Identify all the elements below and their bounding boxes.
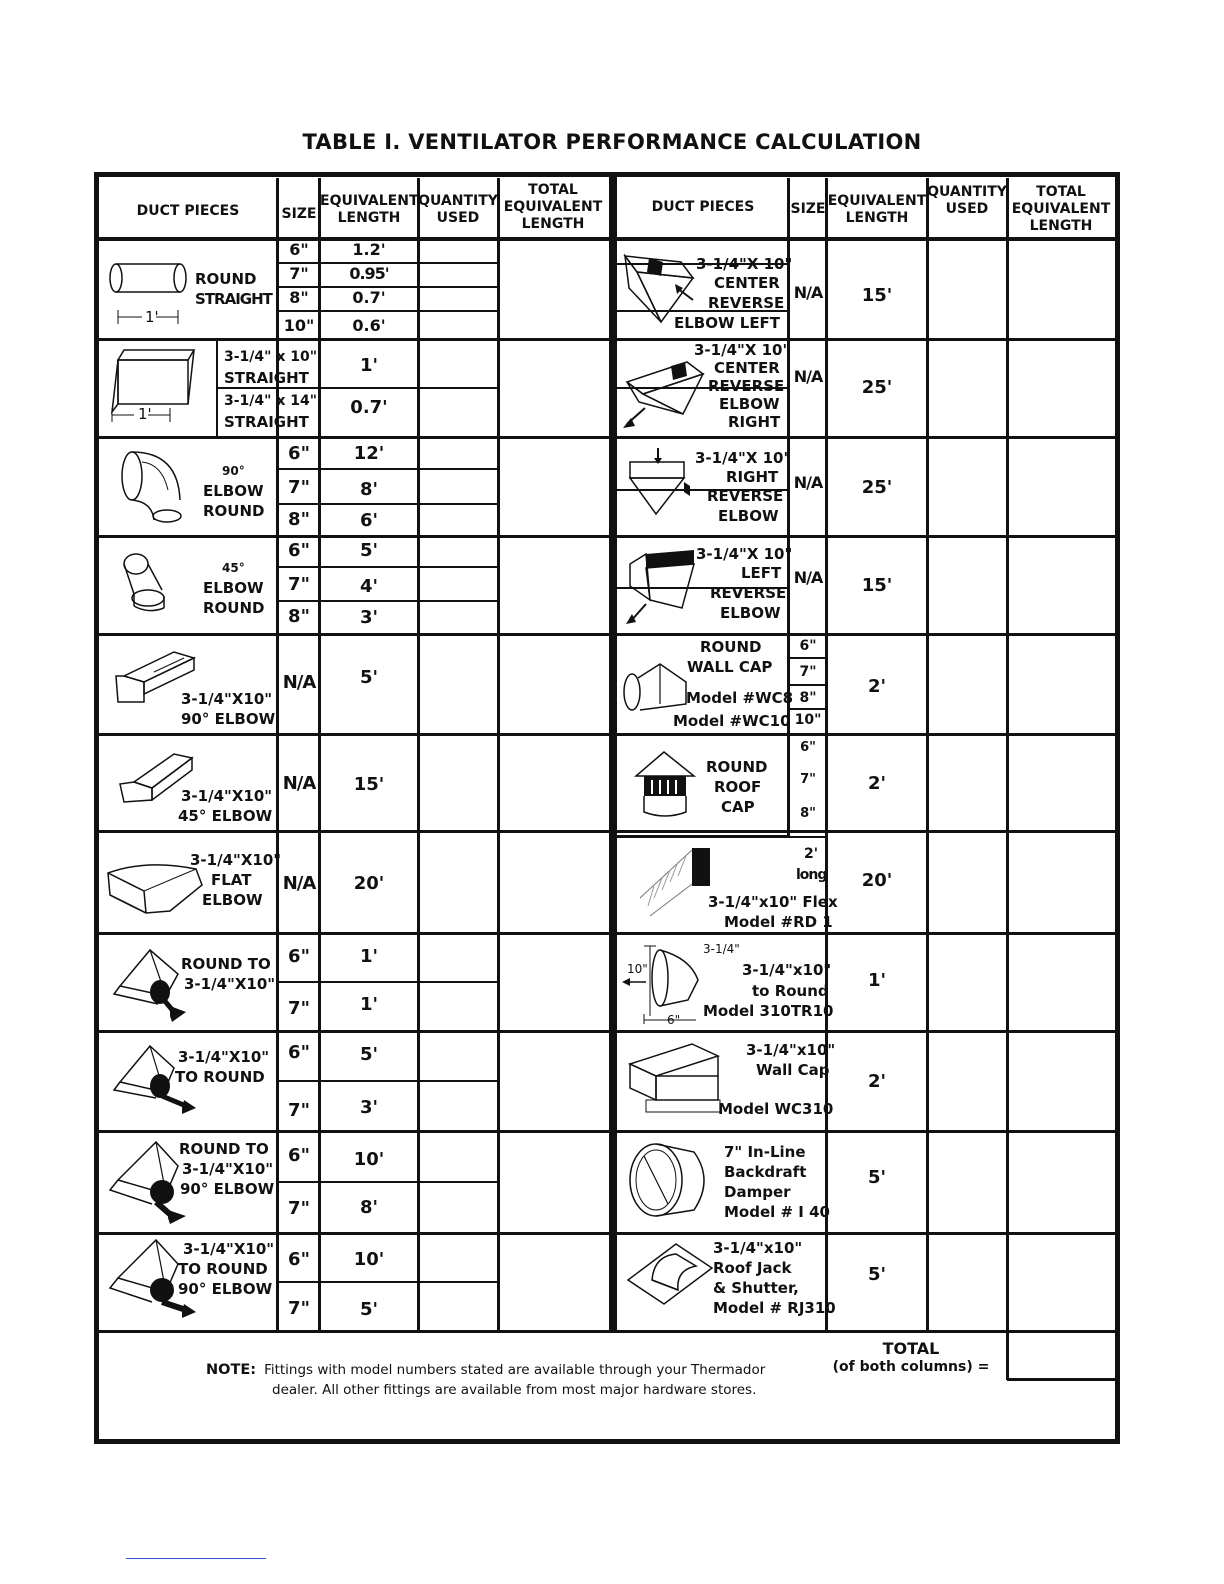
roof-jack-label-4: Model # RJ310 (713, 1299, 836, 1317)
size-cell: 6" (288, 1042, 310, 1063)
center-right-label-2: CENTER (714, 359, 780, 377)
size-cell: 6" (288, 946, 310, 967)
header-total-right: TOTAL EQUIVALENT LENGTH (1011, 184, 1111, 234)
length-cell: 8' (359, 479, 379, 500)
right-reverse-elbow-icon (628, 448, 692, 528)
length-cell: 5' (867, 1167, 887, 1188)
header-size-right: SIZE (790, 201, 826, 217)
size-cell: 8" (288, 509, 310, 530)
damper-label-3: Damper (724, 1183, 791, 1201)
table-rule (278, 566, 498, 568)
table-rule (99, 1030, 1115, 1033)
rect-straight-dim: 1' (138, 405, 152, 423)
round-roof-cap-icon (634, 750, 696, 822)
round-to-rect-icon (110, 946, 190, 1022)
wall-cap-rect-label-2: Wall Cap (756, 1061, 830, 1079)
table-rule (789, 684, 827, 686)
table-rule (278, 1181, 498, 1183)
size-cell: 7" (288, 574, 310, 595)
rect-straight-b2: STRAIGHT (224, 413, 309, 431)
left-rev-label-1: 3-1/4"X 10" (696, 545, 793, 563)
header-duct-pieces-right: DUCT PIECES (651, 199, 755, 215)
table-rule (278, 1080, 498, 1082)
table-rule (99, 436, 1115, 439)
center-reverse-elbow-right-icon (623, 352, 709, 430)
flat-label-2: FLAT (211, 871, 252, 889)
length-cell: 20' (861, 870, 893, 891)
length-cell: 3' (359, 607, 379, 628)
rect-to-round90-label-3: 90° ELBOW (178, 1280, 273, 1298)
note-line-2: dealer. All other fittings are available from most major hardware stores. (272, 1382, 757, 1398)
round-straight-label-2: STRAIGHT (195, 290, 272, 308)
page-title: TABLE I. VENTILATOR PERFORMANCE CALCULATION (302, 130, 922, 154)
wall-cap-rect-label-1: 3-1/4"x10" (746, 1041, 836, 1059)
round-wall-cap-icon (620, 660, 690, 716)
right-rev-label-4: ELBOW (718, 507, 779, 525)
size-cell: 8" (288, 606, 310, 627)
flat-label-1: 3-1/4"X10" (190, 851, 282, 869)
size-cell: N/A (793, 473, 823, 492)
round-straight-dim: 1' (145, 308, 159, 326)
flex-label-3: 3-1/4"x10" Flex (708, 893, 838, 911)
round-to-rect-label-1: ROUND TO (181, 955, 271, 973)
size-cell: N/A (793, 568, 823, 587)
size-cell: N/A (793, 283, 823, 302)
table-rule (278, 981, 498, 983)
roof-cap-label-1: ROUND (706, 758, 768, 776)
table-rule (278, 600, 498, 602)
grand-total-box-bottom (1007, 1378, 1115, 1381)
size-cell: 6" (288, 1249, 310, 1270)
transition-dim-3: 6" (667, 1013, 681, 1027)
size-cell: N/A (282, 773, 316, 794)
rect90-label-2: 90° ELBOW (181, 710, 276, 728)
flex-label-4: Model #RD 1 (724, 913, 833, 931)
header-quantity-left: QUANTITY USED (418, 193, 498, 226)
size-cell: 7" (288, 477, 310, 498)
elbow90-label-1: 90° (222, 464, 245, 478)
length-cell: 5' (359, 1299, 379, 1320)
length-cell: 1' (359, 994, 379, 1015)
rect-straight-b1: 3-1/4" x 14" (224, 393, 317, 409)
table-rule (278, 503, 498, 505)
size-cell: N/A (793, 367, 823, 386)
table-rule (278, 1281, 498, 1283)
center-left-label-4: ELBOW LEFT (674, 314, 781, 332)
length-cell: 25' (861, 477, 893, 498)
length-cell: 2' (867, 1071, 887, 1092)
length-cell: 5' (359, 540, 379, 561)
length-cell: 3' (359, 1097, 379, 1118)
roof-jack-icon (626, 1240, 716, 1310)
table-rule (99, 1130, 1115, 1133)
size-cell: 6" (288, 540, 310, 561)
round-to-rect90-label-1: ROUND TO (179, 1140, 269, 1158)
damper-label-4: Model # I 40 (724, 1203, 830, 1221)
note-line-1: Fittings with model numbers stated are available through your Thermador (264, 1362, 766, 1378)
table-rule (278, 468, 498, 470)
length-cell: 2' (867, 676, 887, 697)
table-rule (99, 338, 1115, 341)
size-cell: 10" (794, 712, 822, 728)
table-rule (99, 535, 1115, 538)
left-rev-label-2: LEFT (741, 564, 782, 582)
rect45-label-2: 45° ELBOW (178, 807, 273, 825)
elbow45-label-2: ELBOW (203, 579, 264, 597)
left-rev-label-4: ELBOW (720, 604, 781, 622)
flex-label-1: 2' (804, 846, 819, 862)
length-cell: 12' (353, 443, 385, 464)
left-reverse-elbow-icon (626, 546, 698, 624)
rect-straight-duct-icon (112, 350, 202, 430)
footer-rule (126, 1558, 266, 1559)
flat-label-3: ELBOW (202, 891, 263, 909)
transition-label-2: to Round (752, 982, 829, 1000)
round-to-rect-90-elbow-icon (106, 1140, 190, 1224)
round-to-rect90-label-3: 90° ELBOW (180, 1180, 275, 1198)
round-to-rect-label-2: 3-1/4"X10" (184, 975, 276, 993)
length-cell: 5' (359, 667, 379, 688)
round-to-rect90-label-2: 3-1/4"X10" (182, 1160, 274, 1178)
rect-straight-a2: STRAIGHT (224, 369, 309, 387)
size-cell: 7" (799, 664, 817, 680)
size-cell: 7" (288, 998, 310, 1019)
rect-to-round90-label-2: TO ROUND (178, 1260, 268, 1278)
length-cell: 1.2' (352, 240, 386, 259)
table-rule (617, 835, 789, 838)
rect-wall-cap-icon (628, 1040, 724, 1114)
size-cell: 6" (289, 240, 309, 259)
length-cell: 0.7' (352, 288, 386, 307)
size-cell: 8" (799, 690, 817, 706)
table-rule (926, 178, 929, 1332)
note-label: NOTE: (206, 1362, 257, 1378)
length-cell: 15' (861, 285, 893, 306)
size-cell: 7" (800, 772, 816, 787)
elbow45-label-3: ROUND (203, 599, 265, 617)
length-cell: 5' (867, 1264, 887, 1285)
header-quantity-right: QUANTITY USED (927, 184, 1007, 217)
table-rule (99, 830, 1115, 833)
table-rule (99, 1232, 1115, 1235)
length-cell: 8' (359, 1197, 379, 1218)
table-rule (99, 633, 1115, 636)
right-rev-label-3: REVERSE (707, 487, 784, 505)
header-size-left: SIZE (281, 206, 317, 222)
rect-to-round-label-2: TO ROUND (175, 1068, 265, 1086)
round-straight-label-1: ROUND (195, 270, 257, 288)
damper-label-1: 7" In-Line (724, 1143, 806, 1161)
table-rule (825, 178, 828, 1332)
damper-label-2: Backdraft (724, 1163, 807, 1181)
center-left-label-3: REVERSE (708, 294, 785, 312)
size-cell: 7" (288, 1298, 310, 1319)
elbow90-label-2: ELBOW (203, 482, 264, 500)
elbow90-label-3: ROUND (203, 502, 265, 520)
transition-dim-2: 10" (627, 962, 648, 976)
table-rule (787, 178, 790, 836)
column-divider (609, 172, 617, 1332)
table-rule (99, 733, 1115, 736)
transition-label-1: 3-1/4"x10" (742, 961, 832, 979)
length-cell: 1' (359, 946, 379, 967)
center-right-label-3: REVERSE (708, 377, 785, 395)
wall-cap-label-1: ROUND (700, 638, 762, 656)
right-rev-label-1: 3-1/4"X 10" (695, 449, 792, 467)
transition-dim-1: 3-1/4" (703, 942, 740, 956)
table-rule (789, 708, 827, 710)
size-cell: 7" (288, 1100, 310, 1121)
size-cell: 6" (288, 443, 310, 464)
header-eq-length-right: EQUIVALENT LENGTH (827, 193, 927, 226)
length-cell: 6' (359, 510, 379, 531)
rect-to-round-label-1: 3-1/4"X10" (178, 1048, 270, 1066)
length-cell: 0.95' (349, 264, 389, 283)
wall-cap-label-4: Model #WC10 (673, 712, 791, 730)
wall-cap-rect-label-3: Model WC310 (718, 1100, 834, 1118)
center-right-label-5: RIGHT (728, 413, 781, 431)
roof-jack-label-1: 3-1/4"x10" (713, 1239, 803, 1257)
table-rule (278, 310, 498, 312)
center-left-label-1: 3-1/4"X 10" (696, 255, 793, 273)
header-total-left: TOTAL EQUIVALENT LENGTH (503, 182, 603, 232)
wall-cap-label-2: WALL CAP (687, 658, 773, 676)
length-cell: 4' (359, 576, 379, 597)
center-right-label-1: 3-1/4"X 10" (694, 341, 791, 359)
round-45-elbow-icon (118, 550, 178, 614)
size-cell: N/A (282, 672, 316, 693)
table-rule (1006, 178, 1009, 1332)
center-left-label-2: CENTER (714, 274, 780, 292)
length-cell: 1' (867, 970, 887, 991)
center-right-label-4: ELBOW (719, 395, 780, 413)
length-cell: 10' (353, 1149, 385, 1170)
table-rule (789, 657, 827, 659)
size-cell: 10" (283, 316, 315, 335)
wall-cap-label-3: Model #WC8 (686, 689, 794, 707)
flex-duct-icon (628, 846, 718, 918)
elbow45-label-1: 45° (222, 561, 245, 575)
size-cell: 8" (800, 806, 816, 821)
right-rev-label-2: RIGHT (726, 468, 779, 486)
length-cell: 0.6' (352, 316, 386, 335)
size-cell: 8" (289, 288, 309, 307)
grand-total-label: TOTAL (of both columns) = (832, 1339, 990, 1375)
roof-jack-label-3: & Shutter, (713, 1279, 799, 1297)
size-cell: 7" (288, 1198, 310, 1219)
size-cell: 6" (800, 740, 816, 755)
rect90-label-1: 3-1/4"X10" (181, 690, 273, 708)
footnote (206, 1360, 765, 1400)
round-90-elbow-icon (118, 450, 188, 526)
table-rule (99, 1330, 1115, 1333)
backdraft-damper-icon (626, 1140, 720, 1220)
left-rev-label-3: REVERSE (710, 584, 787, 602)
length-cell: 5' (359, 1044, 379, 1065)
length-cell: 2' (867, 773, 887, 794)
header-eq-length-left: EQUIVALENT LENGTH (320, 193, 419, 226)
flex-label-2: long (796, 867, 827, 883)
rect45-label-1: 3-1/4"X10" (181, 787, 273, 805)
table-rule (99, 932, 1115, 935)
table-rule (99, 237, 1115, 241)
size-cell: 6" (288, 1145, 310, 1166)
roof-cap-label-2: ROOF (714, 778, 762, 796)
length-cell: 20' (353, 873, 385, 894)
table-rule (787, 836, 827, 838)
size-cell: 7" (289, 264, 309, 283)
roof-cap-label-3: CAP (721, 798, 755, 816)
header-duct-pieces-left: DUCT PIECES (136, 203, 240, 219)
table-rule (497, 178, 500, 1332)
roof-jack-label-2: Roof Jack (713, 1259, 792, 1277)
length-cell: 25' (861, 377, 893, 398)
table-rule (216, 340, 218, 436)
length-cell: 10' (353, 1249, 385, 1270)
length-cell: 1' (359, 355, 379, 376)
size-cell: N/A (282, 873, 316, 894)
rect-straight-a1: 3-1/4" x 10" (224, 349, 317, 365)
transition-label-3: Model 310TR10 (703, 1002, 834, 1020)
rect-to-round90-label-1: 3-1/4"X10" (183, 1240, 275, 1258)
size-cell: 6" (799, 638, 817, 654)
length-cell: 0.7' (350, 397, 388, 418)
grand-total-box-left (1006, 1332, 1009, 1380)
length-cell: 15' (861, 575, 893, 596)
length-cell: 15' (353, 774, 385, 795)
